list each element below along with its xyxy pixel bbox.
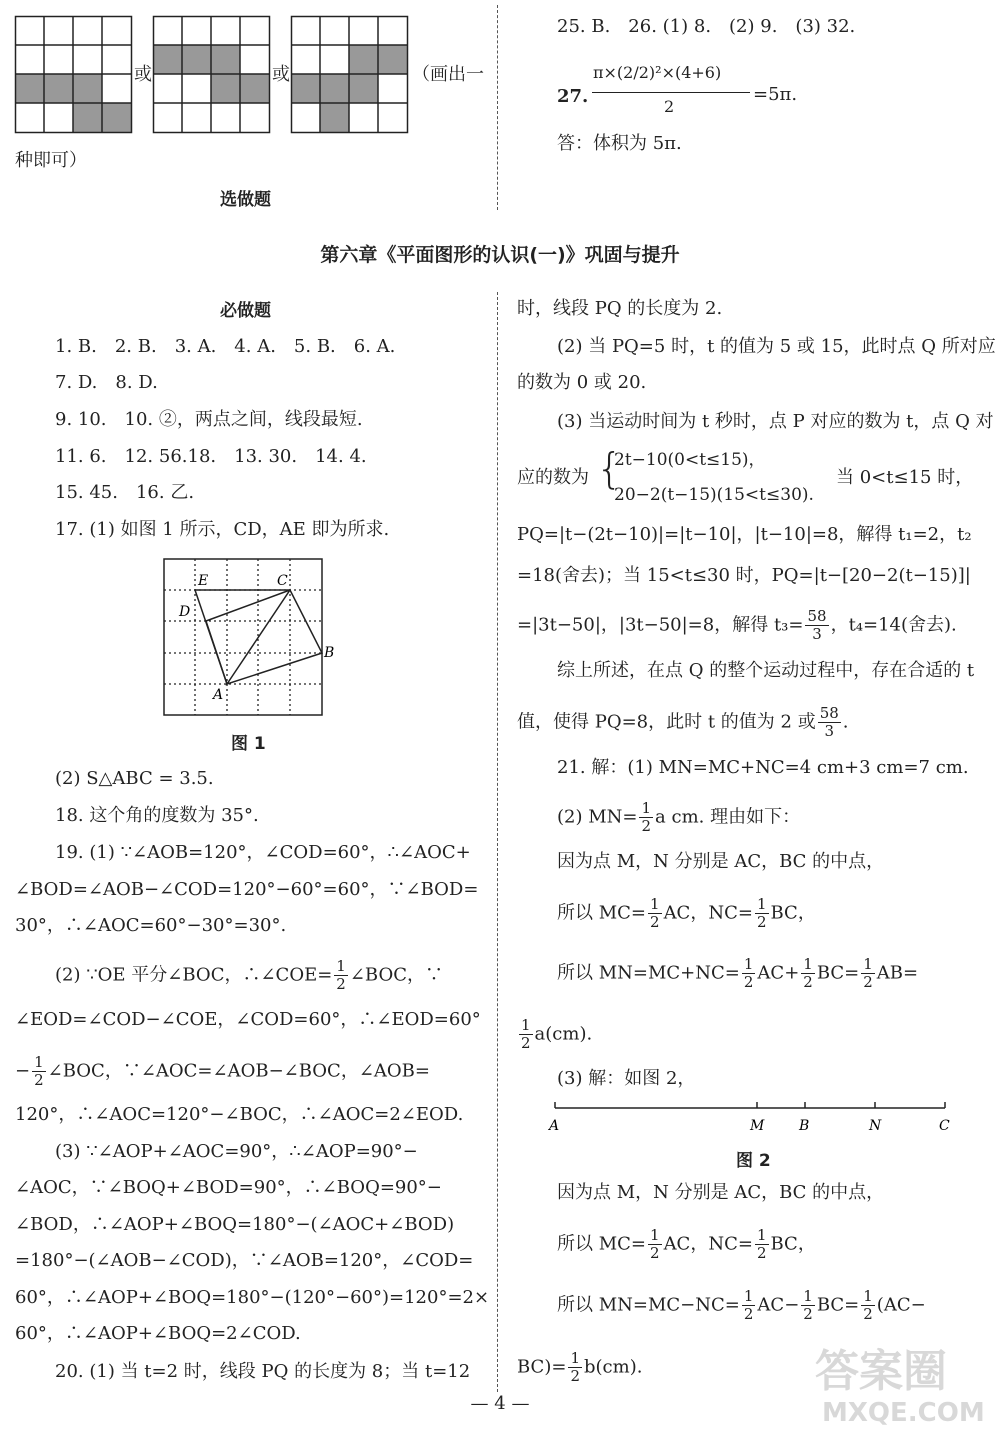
q27-denominator: 2 <box>664 97 675 116</box>
answer-21-2-line1: (2) MN= $\frac{1}{2}$ a cm. 理由如下： <box>557 799 801 835</box>
answer-20-3-line5: =|3t−50|，|3t−50|=8，解得 t₃= $\frac{58}{3}$ ，t₄=14(舍去). <box>517 607 957 643</box>
grid-option-3 <box>291 16 409 134</box>
answers-15-16: 15. 45. 16. 乙. <box>55 482 195 503</box>
answer-19-3-line6: 60°，∴∠AOP+∠BOQ=2∠COD. <box>15 1323 301 1344</box>
answer-19-2-line2: ∠EOD=∠COD−∠COE，∠COD=60°，∴∠EOD=60° <box>15 1009 481 1030</box>
chapter-title: 第六章《平面图形的认识(一)》巩固与提升 <box>320 244 680 266</box>
answer-21-3-line1: (3) 解：如图 2， <box>557 1068 696 1089</box>
grid-option-1 <box>15 16 133 134</box>
piecewise-case-1: 2t−10(0<t≤15)， <box>614 450 766 470</box>
q27-numerator: π×(2/2)²×(4+6) <box>593 63 722 82</box>
answer-20-3-label: 应的数为 <box>517 467 589 488</box>
q27-number: 27. <box>557 86 589 107</box>
fig2-label-C: C <box>939 1118 950 1134</box>
answer-19-3-line1: (3) ∵∠AOP+∠AOC=90°，∴∠AOP=90°− <box>55 1141 418 1162</box>
answers-7-8: 7. D. 8. D. <box>55 372 158 393</box>
page-number: — 4 — <box>470 1393 530 1414</box>
answer-20-3-line4: =18(舍去)；当 15<t≤30 时，PQ=|t−[20−2(t−15)]| <box>517 565 971 586</box>
fig1-label-B: B <box>324 645 335 661</box>
or-label-2: 或 <box>272 64 290 85</box>
answer-20-summary-line2: 值，使得 PQ=8，此时 t 的值为 2 或 $\frac{58}{3}$ . <box>517 704 849 740</box>
answer-21-2-line2: 因为点 M，N 分别是 AC，BC 的中点， <box>557 851 885 872</box>
q27-result: =5π. <box>753 84 798 105</box>
answer-21-3-line5: BC)= $\frac{1}{2}$ b(cm). <box>517 1349 643 1385</box>
figure-1 <box>160 557 335 717</box>
answer-20-2-line2: 的数为 0 或 20. <box>517 372 647 393</box>
fig2-label-M: M <box>750 1118 765 1134</box>
required-heading: 必做题 <box>220 301 271 321</box>
answer-20-cont1: 时，线段 PQ 的长度为 2. <box>517 298 723 319</box>
answer-17-2: (2) S△ABC = 3.5. <box>55 768 214 789</box>
answer-21-2-line5: $\frac{1}{2}$ a(cm). <box>521 1016 593 1052</box>
fig2-label-B: B <box>799 1118 810 1134</box>
answer-20-2-line1: (2) 当 PQ=5 时，t 的值为 5 或 15，此时点 Q 所对应 <box>557 336 996 357</box>
fig2-label-A: A <box>549 1118 560 1134</box>
q27-answer: 答：体积为 5π. <box>557 133 682 154</box>
watermark-logo: 答案圈 <box>815 1346 947 1397</box>
answer-19-3-line4: =180°−(∠AOB−∠COD)，∵∠AOB=120°，∠COD= <box>15 1250 474 1271</box>
answer-20-3-line3: PQ=|t−(2t−10)|=|t−10|，|t−10|=8，解得 t₁=2，t₂ <box>517 524 972 545</box>
answer-18: 18. 这个角的度数为 35°. <box>55 805 259 826</box>
fig1-label-A: A <box>213 687 224 703</box>
grid-option-2 <box>153 16 271 134</box>
piecewise-brace: { <box>596 444 623 493</box>
answer-21-3-line2: 因为点 M，N 分别是 AC，BC 的中点， <box>557 1182 885 1203</box>
draw-one-note: （画出一 <box>412 64 484 85</box>
answer-19-3-line5: 60°，∴∠AOP+∠BOQ=180°−(120°−60°)=120°=2× <box>15 1287 490 1308</box>
optional-heading: 选做题 <box>220 190 271 210</box>
answer-19-line2: ∠BOD=∠AOB−∠COD=120°−60°=60°，∵∠BOD= <box>15 879 479 900</box>
answer-19-line3: 30°，∴∠AOC=60°−30°=30°. <box>15 915 287 936</box>
figure-2-caption: 图 2 <box>736 1151 771 1171</box>
answers-1-6: 1. B. 2. B. 3. A. 4. A. 5. B. 6. A. <box>55 336 396 357</box>
answer-19-3-line2: ∠AOC，∵∠BOQ+∠BOD=90°，∴∠BOQ=90°− <box>15 1177 442 1198</box>
watermark-url: MXQE.COM <box>822 1398 985 1428</box>
answer-19-2-line3: − $\frac{1}{2}$ ∠BOC，∵∠AOC=∠AOB−∠BOC，∠AOB= <box>15 1053 430 1089</box>
q27-fraction-bar <box>592 92 750 93</box>
answer-20-summary-line1: 综上所述，在点 Q 的整个运动过程中，存在合适的 t <box>557 660 975 681</box>
answer-21-3-line4: 所以 MN=MC−NC= $\frac{1}{2}$ AC− $\frac{1}{2}$ BC= $\frac{1}{2}$ (AC− <box>557 1287 926 1323</box>
piecewise-case-2: 20−2(t−15)(15<t≤30). <box>614 485 814 505</box>
fig1-label-D: D <box>179 604 191 620</box>
answer-21-1: 21. 解：(1) MN=MC+NC=4 cm+3 cm=7 cm. <box>557 757 969 778</box>
fig1-label-E: E <box>198 573 209 589</box>
figure-2 <box>545 1098 960 1138</box>
answer-19-2-line1: (2) ∵OE 平分∠BOC，∴∠COE= $\frac{1}{2}$ ∠BOC，∵ <box>55 957 444 993</box>
column-divider-main <box>497 292 498 1392</box>
answer-21-2-line4: 所以 MN=MC+NC= $\frac{1}{2}$ AC+ $\frac{1}{2}$ BC= $\frac{1}{2}$ AB= <box>557 955 919 991</box>
answer-20-3-cond1: 当 0<t≤15 时， <box>836 467 974 488</box>
answer-19-2-line4: 120°，∴∠AOC=120°−∠BOC，∴∠AOC=2∠EOD. <box>15 1104 464 1125</box>
draw-one-note-cont: 种即可） <box>15 150 87 171</box>
fig1-label-C: C <box>277 573 288 589</box>
answers-25-26: 25. B. 26. (1) 8. (2) 9. (3) 32. <box>557 16 856 37</box>
figure-1-caption: 图 1 <box>231 734 266 754</box>
answers-11-14: 11. 6. 12. 56.18. 13. 30. 14. 4. <box>55 446 367 467</box>
answer-20-line1: 20. (1) 当 t=2 时，线段 PQ 的长度为 8；当 t=12 <box>55 1361 471 1382</box>
answer-19-3-line3: ∠BOD，∴∠AOP+∠BOQ=180°−(∠AOC+∠BOD) <box>15 1214 455 1235</box>
or-label-1: 或 <box>134 64 152 85</box>
fig2-label-N: N <box>869 1118 882 1134</box>
column-divider-top <box>497 5 498 210</box>
answers-9-10: 9. 10. 10. ②，两点之间，线段最短. <box>55 409 363 430</box>
answer-20-3-line1: (3) 当运动时间为 t 秒时，点 P 对应的数为 t，点 Q 对 <box>557 411 994 432</box>
answer-19-line1: 19. (1) ∵∠AOB=120°，∠COD=60°，∴∠AOC+ <box>55 842 471 863</box>
answer-21-3-line3: 所以 MC= $\frac{1}{2}$ AC，NC= $\frac{1}{2}$ BC， <box>557 1226 816 1262</box>
answer-17-1: 17. (1) 如图 1 所示，CD，AE 即为所求. <box>55 519 390 540</box>
answer-21-2-line3: 所以 MC= $\frac{1}{2}$ AC，NC= $\frac{1}{2}$ BC， <box>557 895 816 931</box>
